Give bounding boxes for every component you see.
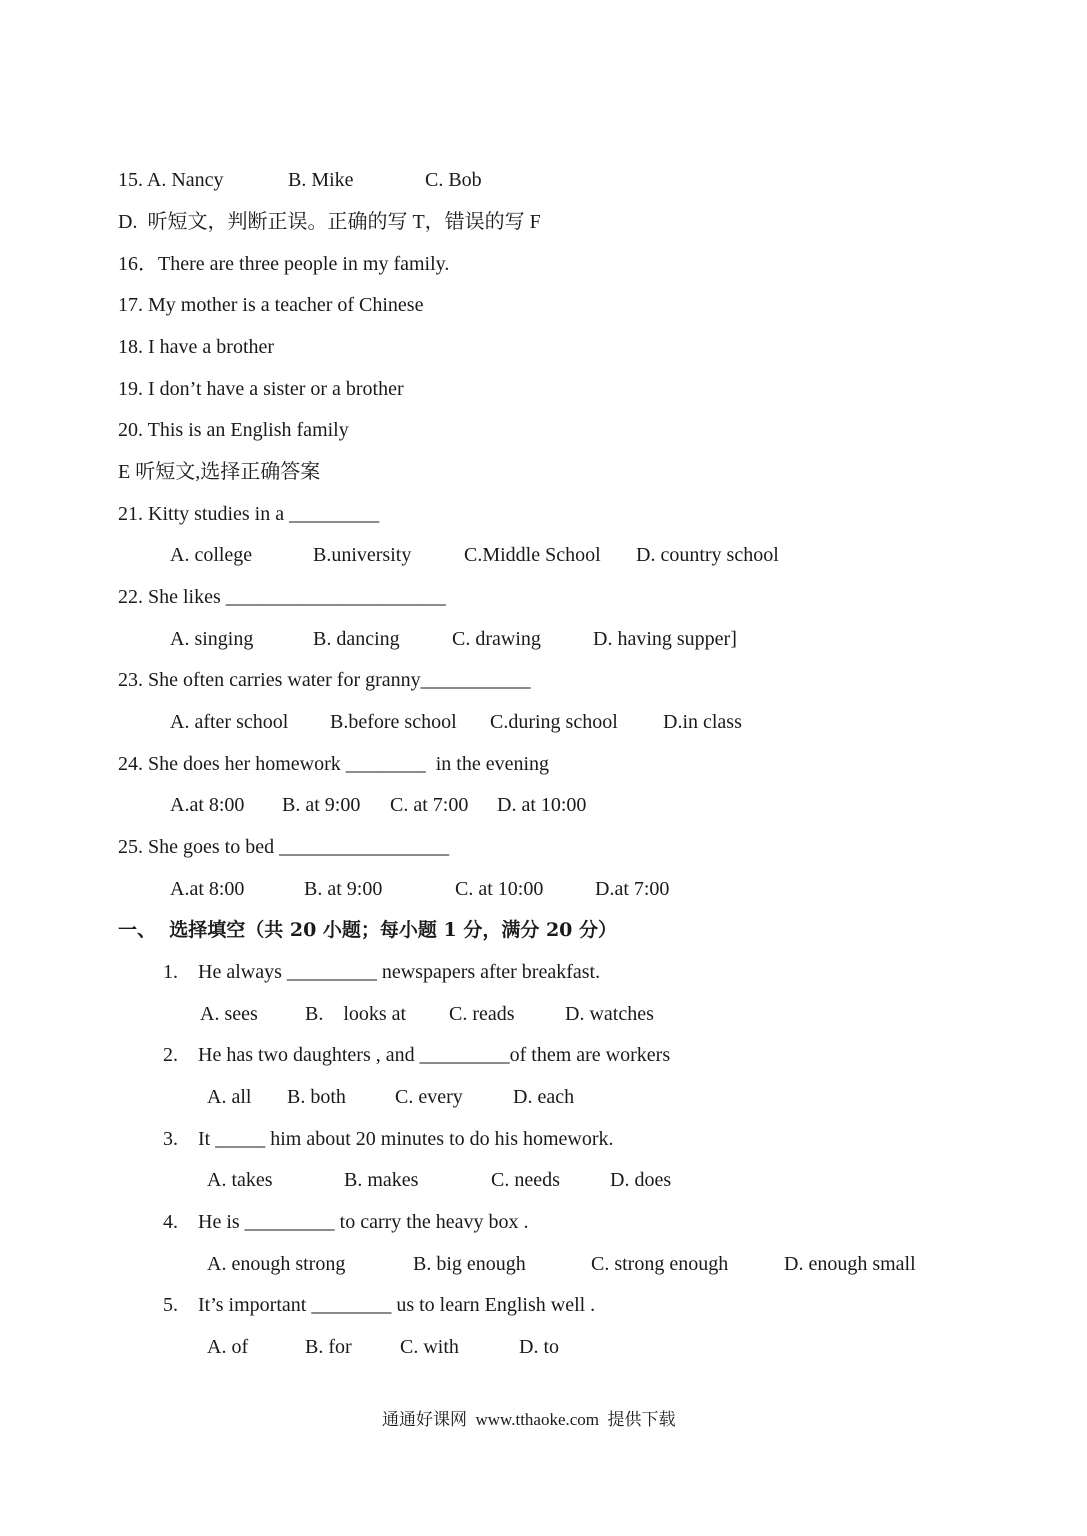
q23-option-c: C.during school: [490, 711, 618, 733]
mc3-option-c: C. needs: [491, 1169, 560, 1191]
mc3-option-d: D. does: [610, 1169, 672, 1191]
mc-question-3: 3. It _____ him about 20 minutes to do his homework.: [163, 1128, 614, 1150]
q22-option-a: A. singing: [170, 628, 254, 650]
mc2-option-d: D. each: [513, 1086, 575, 1108]
q21-option-c: C.Middle School: [464, 544, 601, 566]
q25-option-d: D.at 7:00: [595, 878, 670, 900]
question-17: 17. My mother is a teacher of Chinese: [118, 294, 424, 316]
mc2-option-c: C. every: [395, 1086, 463, 1108]
q21-option-a: A. college: [170, 544, 253, 566]
q23-option-d: D.in class: [663, 711, 742, 733]
q23-option-a: A. after school: [170, 711, 289, 733]
q24-option-a: A.at 8:00: [170, 794, 245, 816]
section-1-heading: 一、 选择填空（共 20 小题；每小题 1 分，满分 20 分）: [118, 919, 618, 941]
q21-option-d: D. country school: [636, 544, 779, 566]
q21-option-b: B.university: [313, 544, 412, 566]
question-19: 19. I don’t have a sister or a brother: [118, 378, 404, 400]
mc5-option-b: B. for: [305, 1336, 352, 1358]
q15-option-b: B. Mike: [288, 169, 354, 191]
q24-option-c: C. at 7:00: [390, 794, 469, 816]
mc5-option-c: C. with: [400, 1336, 459, 1358]
mc-question-4: 4. He is _________ to carry the heavy box .: [163, 1211, 529, 1233]
mc4-option-d: D. enough small: [784, 1253, 916, 1275]
mc3-option-a: A. takes: [207, 1169, 273, 1191]
q22-option-b: B. dancing: [313, 628, 400, 650]
mc1-option-a: A. sees: [200, 1003, 258, 1025]
mc4-option-c: C. strong enough: [591, 1253, 729, 1275]
q25-option-a: A.at 8:00: [170, 878, 245, 900]
question-25: 25. She goes to bed _________________: [118, 836, 450, 858]
question-18: 18. I have a brother: [118, 336, 275, 358]
section-d-heading: D. 听短文，判断正误。正确的写 T，错误的写 F: [118, 211, 541, 233]
mc1-option-c: C. reads: [449, 1003, 515, 1025]
q24-option-b: B. at 9:00: [282, 794, 361, 816]
mc5-option-a: A. of: [207, 1336, 249, 1358]
q24-option-d: D. at 10:00: [497, 794, 587, 816]
mc-question-5: 5. It’s important ________ us to learn English well .: [163, 1294, 596, 1316]
mc3-option-b: B. makes: [344, 1169, 419, 1191]
q22-option-d: D. having supper]: [593, 628, 737, 650]
section-e-heading: E 听短文,选择正确答案: [118, 461, 321, 483]
q15-option-c: C. Bob: [425, 169, 482, 191]
q22-option-c: C. drawing: [452, 628, 541, 650]
q25-option-b: B. at 9:00: [304, 878, 383, 900]
mc-question-1: 1. He always _________ newspapers after breakfast.: [163, 961, 601, 983]
question-24: 24. She does her homework ________ in the evening: [118, 753, 550, 775]
mc4-option-a: A. enough strong: [207, 1253, 346, 1275]
mc2-option-a: A. all: [207, 1086, 252, 1108]
question-22: 22. She likes ______________________: [118, 586, 446, 608]
q15-option-a: 15. A. Nancy: [118, 169, 224, 191]
page-footer: 通通好课网 www.tthaoke.com 提供下载: [382, 1410, 676, 1429]
question-16: 16．There are three people in my family.: [118, 253, 450, 275]
mc1-option-b: B. looks at: [305, 1003, 407, 1025]
mc5-option-d: D. to: [519, 1336, 559, 1358]
q25-option-c: C. at 10:00: [455, 878, 544, 900]
question-21: 21. Kitty studies in a _________: [118, 503, 380, 525]
mc1-option-d: D. watches: [565, 1003, 654, 1025]
question-20: 20. This is an English family: [118, 419, 349, 441]
mc4-option-b: B. big enough: [413, 1253, 526, 1275]
q23-option-b: B.before school: [330, 711, 457, 733]
question-23: 23. She often carries water for granny___________: [118, 669, 531, 691]
mc-question-2: 2. He has two daughters , and _________of them are workers: [163, 1044, 671, 1066]
mc2-option-b: B. both: [287, 1086, 346, 1108]
